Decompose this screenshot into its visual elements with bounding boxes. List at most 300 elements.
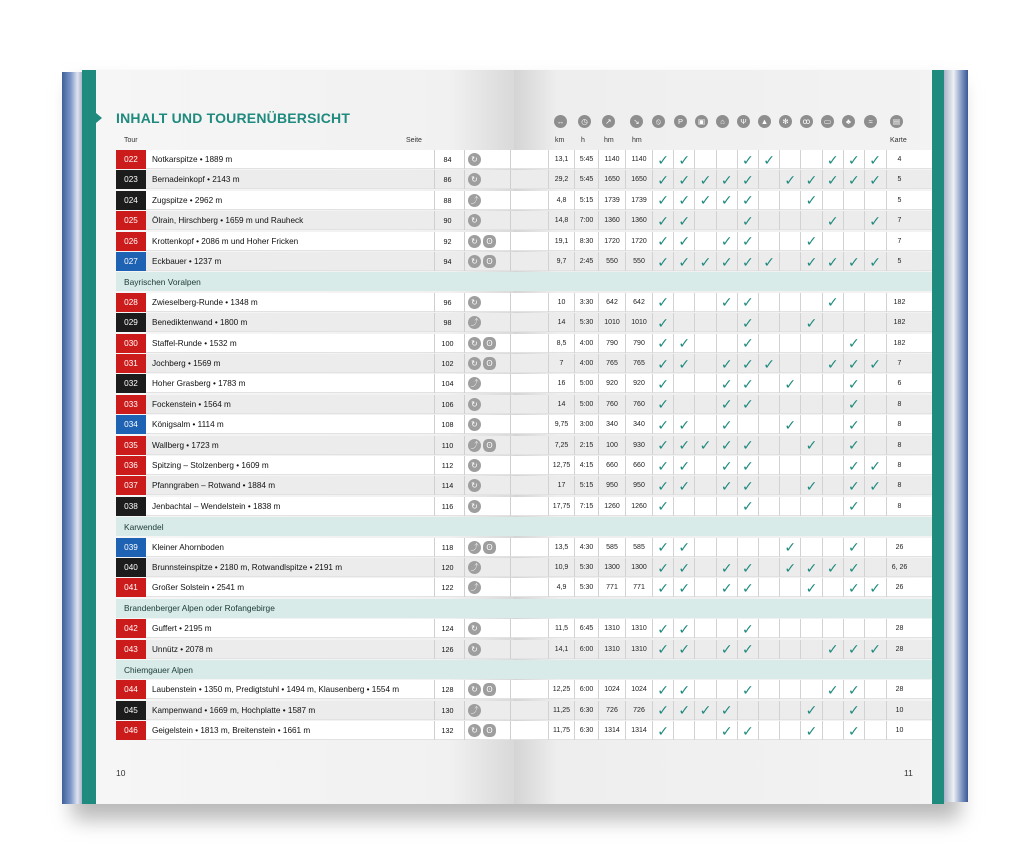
tour-page: 112 xyxy=(434,456,460,475)
check-cell xyxy=(716,558,737,577)
check-cell xyxy=(716,334,737,353)
check-cell xyxy=(822,578,843,597)
checkmark-icon: ✓ xyxy=(657,722,669,739)
check-cell xyxy=(737,476,758,495)
family-bear-icon: ʘ xyxy=(483,541,496,554)
checkmark-icon: ✓ xyxy=(826,559,839,576)
check-cell xyxy=(716,497,737,516)
table-row[interactable] xyxy=(116,436,514,455)
checkmark-icon: ✓ xyxy=(742,294,754,311)
tour-hm-down: 950 xyxy=(625,476,652,495)
table-row[interactable] xyxy=(116,395,514,414)
table-row-right xyxy=(514,558,932,577)
table-row-right xyxy=(514,252,932,271)
check-cell xyxy=(758,456,779,475)
check-cell xyxy=(843,334,864,353)
checkmark-icon: ✓ xyxy=(720,253,733,270)
check-cell xyxy=(800,680,821,699)
tour-symbols xyxy=(464,680,510,699)
table-row[interactable] xyxy=(116,619,514,638)
tree-icon: ♣ xyxy=(842,115,855,128)
table-row-right xyxy=(514,721,932,740)
check-cell xyxy=(779,150,800,169)
tour-karte: 7 xyxy=(886,232,912,251)
table-row[interactable] xyxy=(116,293,514,312)
family-bear-icon: ʘ xyxy=(483,255,496,268)
check-cell xyxy=(737,415,758,434)
family-bear-icon: ʘ xyxy=(483,683,496,696)
checkmark-icon: ✓ xyxy=(742,477,754,494)
table-row[interactable] xyxy=(116,170,514,189)
check-cell xyxy=(737,252,758,271)
page-number-left: 10 xyxy=(116,768,126,778)
tour-km: 10 xyxy=(548,293,574,312)
check-cell xyxy=(673,619,694,638)
check-cell xyxy=(800,334,821,353)
tour-karte: 8 xyxy=(886,436,912,455)
checkmark-icon: ✓ xyxy=(784,416,797,433)
check-cell xyxy=(822,252,843,271)
check-cell xyxy=(779,578,800,597)
check-cell xyxy=(716,456,737,475)
table-row[interactable] xyxy=(116,374,514,393)
check-cell xyxy=(843,232,864,251)
checkmark-icon: ✓ xyxy=(657,192,669,209)
check-cell xyxy=(694,374,715,393)
check-cell xyxy=(716,476,737,495)
checkmark-icon: ✓ xyxy=(848,539,860,556)
table-row[interactable] xyxy=(116,680,514,699)
check-cell xyxy=(800,415,821,434)
checkmark-icon: ✓ xyxy=(869,579,881,596)
checkmark-icon: ✓ xyxy=(848,437,860,454)
check-cell xyxy=(652,354,673,373)
check-cell xyxy=(779,721,800,740)
region-row xyxy=(116,272,514,291)
checkmark-icon: ✓ xyxy=(826,212,839,229)
checkmark-icon: ✓ xyxy=(720,396,733,413)
table-row[interactable] xyxy=(116,538,514,557)
table-row[interactable] xyxy=(116,497,514,516)
check-cell xyxy=(716,232,737,251)
tour-karte: 26 xyxy=(886,538,912,557)
check-cell xyxy=(800,395,821,414)
check-cell xyxy=(694,619,715,638)
one-way-tour-icon: ⤴ xyxy=(468,377,481,390)
table-row-right xyxy=(514,497,932,516)
tour-h: 6:30 xyxy=(574,701,598,720)
check-cell xyxy=(716,313,737,332)
tour-km: 14,8 xyxy=(548,211,574,230)
tour-symbols xyxy=(464,313,510,332)
check-cell xyxy=(694,191,715,210)
checkmark-icon: ✓ xyxy=(784,375,797,392)
check-cell xyxy=(822,211,843,230)
checkmark-icon: ✓ xyxy=(848,171,860,188)
tour-page: 122 xyxy=(434,578,460,597)
check-cell xyxy=(758,395,779,414)
checkmark-icon: ✓ xyxy=(826,294,839,311)
tour-symbols xyxy=(464,538,510,557)
tour-h: 5:30 xyxy=(574,558,598,577)
check-cell xyxy=(652,170,673,189)
check-cell xyxy=(694,211,715,230)
tour-hm-up: 340 xyxy=(598,415,625,434)
tour-h: 5:15 xyxy=(574,191,598,210)
check-cell xyxy=(673,191,694,210)
check-cell xyxy=(652,680,673,699)
checkmark-icon: ✓ xyxy=(657,212,669,229)
tour-hm-down: 1024 xyxy=(625,680,652,699)
tour-karte: 28 xyxy=(886,680,912,699)
checkmark-icon: ✓ xyxy=(657,457,669,474)
check-cell xyxy=(716,170,737,189)
tour-h: 5:30 xyxy=(574,313,598,332)
table-row[interactable] xyxy=(116,354,514,373)
tour-symbols xyxy=(464,293,510,312)
check-cell xyxy=(822,415,843,434)
check-cell xyxy=(843,211,864,230)
check-cell xyxy=(673,538,694,557)
table-row-right xyxy=(514,211,932,230)
tour-km: 7,25 xyxy=(548,436,574,455)
checkmark-icon: ✓ xyxy=(848,498,860,515)
check-cell xyxy=(843,619,864,638)
check-cell xyxy=(737,497,758,516)
checkmark-icon: ✓ xyxy=(742,579,754,596)
check-cell xyxy=(843,374,864,393)
check-cell xyxy=(843,476,864,495)
check-cell xyxy=(673,170,694,189)
check-cell xyxy=(822,497,843,516)
one-way-tour-icon: ⤴ xyxy=(468,704,481,717)
checkmark-icon: ✓ xyxy=(678,171,691,188)
tour-karte: 6, 26 xyxy=(886,558,912,577)
table-row[interactable] xyxy=(116,252,514,271)
check-cell xyxy=(800,538,821,557)
page-title: INHALT UND TOURENÜBERSICHT xyxy=(116,110,351,126)
check-cell xyxy=(779,374,800,393)
one-way-tour-icon: ⤴ xyxy=(468,561,481,574)
tour-symbols xyxy=(464,456,510,475)
check-cell xyxy=(716,150,737,169)
checkmark-icon: ✓ xyxy=(720,192,733,209)
check-cell xyxy=(843,293,864,312)
loop-tour-icon: ↻ xyxy=(468,214,481,227)
table-row[interactable] xyxy=(116,313,514,332)
check-cell xyxy=(864,578,885,597)
check-cell xyxy=(758,558,779,577)
check-cell xyxy=(779,293,800,312)
tour-h: 5:15 xyxy=(574,476,598,495)
loop-tour-icon: ↻ xyxy=(468,683,481,696)
check-cell xyxy=(800,721,821,740)
checkmark-icon: ✓ xyxy=(869,355,881,372)
check-cell xyxy=(800,293,821,312)
check-cell xyxy=(758,374,779,393)
table-row[interactable] xyxy=(116,211,514,230)
check-cell xyxy=(673,456,694,475)
checkmark-icon: ✓ xyxy=(869,151,881,168)
table-row[interactable] xyxy=(116,558,514,577)
check-cell xyxy=(737,313,758,332)
region-row xyxy=(116,660,514,679)
check-cell xyxy=(800,640,821,659)
checkmark-icon: ✓ xyxy=(742,171,754,188)
checkmark-icon: ✓ xyxy=(869,212,881,229)
tour-number-badge: 022 xyxy=(116,150,146,169)
check-cell xyxy=(800,354,821,373)
check-cell xyxy=(716,578,737,597)
checkmark-icon: ✓ xyxy=(699,253,712,270)
check-cell xyxy=(822,680,843,699)
check-cell xyxy=(737,640,758,659)
checkmark-icon: ✓ xyxy=(720,437,733,454)
tour-h: 2:45 xyxy=(574,252,598,271)
check-cell xyxy=(800,191,821,210)
check-cell xyxy=(758,640,779,659)
check-cell xyxy=(843,354,864,373)
check-cell xyxy=(673,436,694,455)
winter-icon: ✻ xyxy=(779,115,792,128)
tour-km: 11,75 xyxy=(548,721,574,740)
checkmark-icon: ✓ xyxy=(678,416,691,433)
check-cell xyxy=(694,476,715,495)
check-cell xyxy=(652,619,673,638)
tour-number-badge: 031 xyxy=(116,354,146,373)
tour-karte: 7 xyxy=(886,354,912,373)
tour-hm-up: 920 xyxy=(598,374,625,393)
tour-symbols xyxy=(464,374,510,393)
tour-karte: 7 xyxy=(886,211,912,230)
section-heading-wrap xyxy=(96,108,350,128)
checkmark-icon: ✓ xyxy=(678,151,691,168)
teal-margin-bar-left xyxy=(82,70,96,804)
column-header-h: h xyxy=(581,137,585,144)
table-row[interactable] xyxy=(116,640,514,659)
check-cell xyxy=(758,354,779,373)
tour-km: 11,5 xyxy=(548,619,574,638)
table-row[interactable] xyxy=(116,456,514,475)
check-cell xyxy=(652,252,673,271)
loop-tour-icon: ↻ xyxy=(468,337,481,350)
check-cell xyxy=(652,374,673,393)
tour-hm-up: 1024 xyxy=(598,680,625,699)
tour-symbols xyxy=(464,578,510,597)
checkmark-icon: ✓ xyxy=(720,355,733,372)
check-cell xyxy=(864,252,885,271)
tour-name: Kleiner Ahornboden xyxy=(152,542,224,552)
checkmark-icon: ✓ xyxy=(678,702,691,719)
tour-name: Staffel-Runde • 1532 m xyxy=(152,338,237,348)
check-cell xyxy=(694,558,715,577)
check-cell xyxy=(864,415,885,434)
tour-hm-up: 1739 xyxy=(598,191,625,210)
check-cell xyxy=(652,558,673,577)
column-header-km: km xyxy=(555,137,565,144)
check-cell xyxy=(737,232,758,251)
check-cell xyxy=(779,395,800,414)
checkmark-icon: ✓ xyxy=(699,702,712,719)
check-cell xyxy=(864,456,885,475)
tour-symbols xyxy=(464,497,510,516)
no-entry-icon: ⦸ xyxy=(652,115,665,128)
check-cell xyxy=(737,150,758,169)
tour-hm-up: 771 xyxy=(598,578,625,597)
check-cell xyxy=(716,701,737,720)
check-cell xyxy=(843,395,864,414)
checkmark-icon: ✓ xyxy=(720,171,733,188)
check-cell xyxy=(652,456,673,475)
checkmark-icon: ✓ xyxy=(763,151,775,168)
column-header-hm-up: hm xyxy=(604,137,614,144)
table-row[interactable] xyxy=(116,476,514,495)
checkmark-icon: ✓ xyxy=(720,375,733,392)
tour-hm-up: 1140 xyxy=(598,150,625,169)
check-cell xyxy=(779,191,800,210)
tour-number-badge: 033 xyxy=(116,395,146,414)
checkmark-icon: ✓ xyxy=(657,396,669,413)
check-cell xyxy=(843,252,864,271)
table-row[interactable] xyxy=(116,150,514,169)
checkmark-icon: ✓ xyxy=(720,457,733,474)
check-cell xyxy=(864,395,885,414)
check-cell xyxy=(843,558,864,577)
check-cell xyxy=(716,354,737,373)
check-cell xyxy=(843,415,864,434)
checkmark-icon: ✓ xyxy=(657,355,669,372)
checkmark-icon: ✓ xyxy=(805,192,818,209)
check-cell xyxy=(822,395,843,414)
check-cell xyxy=(737,374,758,393)
tour-karte: 182 xyxy=(886,293,912,312)
tour-symbols xyxy=(464,211,510,230)
check-cell xyxy=(758,497,779,516)
check-cell xyxy=(694,293,715,312)
check-cell xyxy=(673,497,694,516)
table-row[interactable] xyxy=(116,721,514,740)
tour-hm-up: 1010 xyxy=(598,313,625,332)
tour-page: 92 xyxy=(434,232,460,251)
checkmark-icon: ✓ xyxy=(848,335,860,352)
check-cell xyxy=(843,701,864,720)
tour-hm-down: 1360 xyxy=(625,211,652,230)
check-cell xyxy=(758,211,779,230)
ascent-icon: ↗ xyxy=(602,115,615,128)
tour-page: 110 xyxy=(434,436,460,455)
checkmark-icon: ✓ xyxy=(848,396,860,413)
check-cell xyxy=(673,395,694,414)
tour-number-badge: 036 xyxy=(116,456,146,475)
check-cell xyxy=(758,436,779,455)
check-cell xyxy=(800,313,821,332)
tour-km: 12,75 xyxy=(548,456,574,475)
check-cell xyxy=(758,252,779,271)
loop-tour-icon: ↻ xyxy=(468,357,481,370)
check-cell xyxy=(716,538,737,557)
check-cell xyxy=(864,558,885,577)
tour-name: Jenbachtal – Wendelstein • 1838 m xyxy=(152,501,281,511)
table-row[interactable] xyxy=(116,701,514,720)
check-cell xyxy=(652,578,673,597)
checkmark-icon: ✓ xyxy=(678,233,691,250)
check-cell xyxy=(843,538,864,557)
table-row-right xyxy=(514,334,932,353)
tour-number-badge: 046 xyxy=(116,721,146,740)
check-cell xyxy=(779,558,800,577)
tour-name: Geigelstein • 1813 m, Breitenstein • 1661 m xyxy=(152,726,311,736)
tour-h: 3:30 xyxy=(574,293,598,312)
check-cell xyxy=(652,476,673,495)
checkmark-icon: ✓ xyxy=(657,314,669,331)
check-cell xyxy=(822,436,843,455)
check-cell xyxy=(652,211,673,230)
duration-icon: ◷ xyxy=(578,115,591,128)
check-cell xyxy=(737,211,758,230)
check-cell xyxy=(716,619,737,638)
tour-h: 3:00 xyxy=(574,415,598,434)
check-cell xyxy=(864,701,885,720)
check-cell xyxy=(673,374,694,393)
column-header-karte: Karte xyxy=(890,137,907,144)
tour-symbols xyxy=(464,721,510,740)
sign-icon: ▭ xyxy=(821,115,834,128)
checkmark-icon: ✓ xyxy=(720,702,733,719)
tour-hm-down: 1260 xyxy=(625,497,652,516)
hut-icon: ▲ xyxy=(758,115,771,128)
checkmark-icon: ✓ xyxy=(742,212,754,229)
checkmark-icon: ✓ xyxy=(805,253,818,270)
one-way-tour-icon: ⤴ xyxy=(468,316,481,329)
tour-name: Zwieselberg-Runde • 1348 m xyxy=(152,297,258,307)
check-cell xyxy=(716,293,737,312)
checkmark-icon: ✓ xyxy=(720,641,733,658)
check-cell xyxy=(779,313,800,332)
check-cell xyxy=(779,211,800,230)
checkmark-icon: ✓ xyxy=(742,620,754,637)
tour-number-badge: 040 xyxy=(116,558,146,577)
check-cell xyxy=(822,640,843,659)
table-row[interactable] xyxy=(116,334,514,353)
checkmark-icon: ✓ xyxy=(657,681,669,698)
check-cell xyxy=(864,232,885,251)
table-row[interactable] xyxy=(116,191,514,210)
tour-name: Notkarspitze • 1889 m xyxy=(152,155,233,164)
tour-hm-up: 950 xyxy=(598,476,625,495)
tour-symbols xyxy=(464,415,510,434)
table-row[interactable] xyxy=(116,578,514,597)
tour-h: 4:15 xyxy=(574,456,598,475)
checkmark-icon: ✓ xyxy=(869,253,881,270)
check-cell xyxy=(822,313,843,332)
checkmark-icon: ✓ xyxy=(678,620,691,637)
table-row-right xyxy=(514,415,932,434)
check-cell xyxy=(758,538,779,557)
table-row[interactable] xyxy=(116,232,514,251)
checkmark-icon: ✓ xyxy=(678,437,691,454)
check-cell xyxy=(779,436,800,455)
tour-hm-down: 1300 xyxy=(625,558,652,577)
table-row[interactable] xyxy=(116,415,514,434)
checkmark-icon: ✓ xyxy=(678,253,691,270)
checkmark-icon: ✓ xyxy=(763,253,775,270)
tour-hm-down: 760 xyxy=(625,395,652,414)
checkmark-icon: ✓ xyxy=(742,233,754,250)
checkmark-icon: ✓ xyxy=(720,559,733,576)
check-cell xyxy=(758,680,779,699)
check-cell xyxy=(673,476,694,495)
table-row-right xyxy=(514,701,932,720)
